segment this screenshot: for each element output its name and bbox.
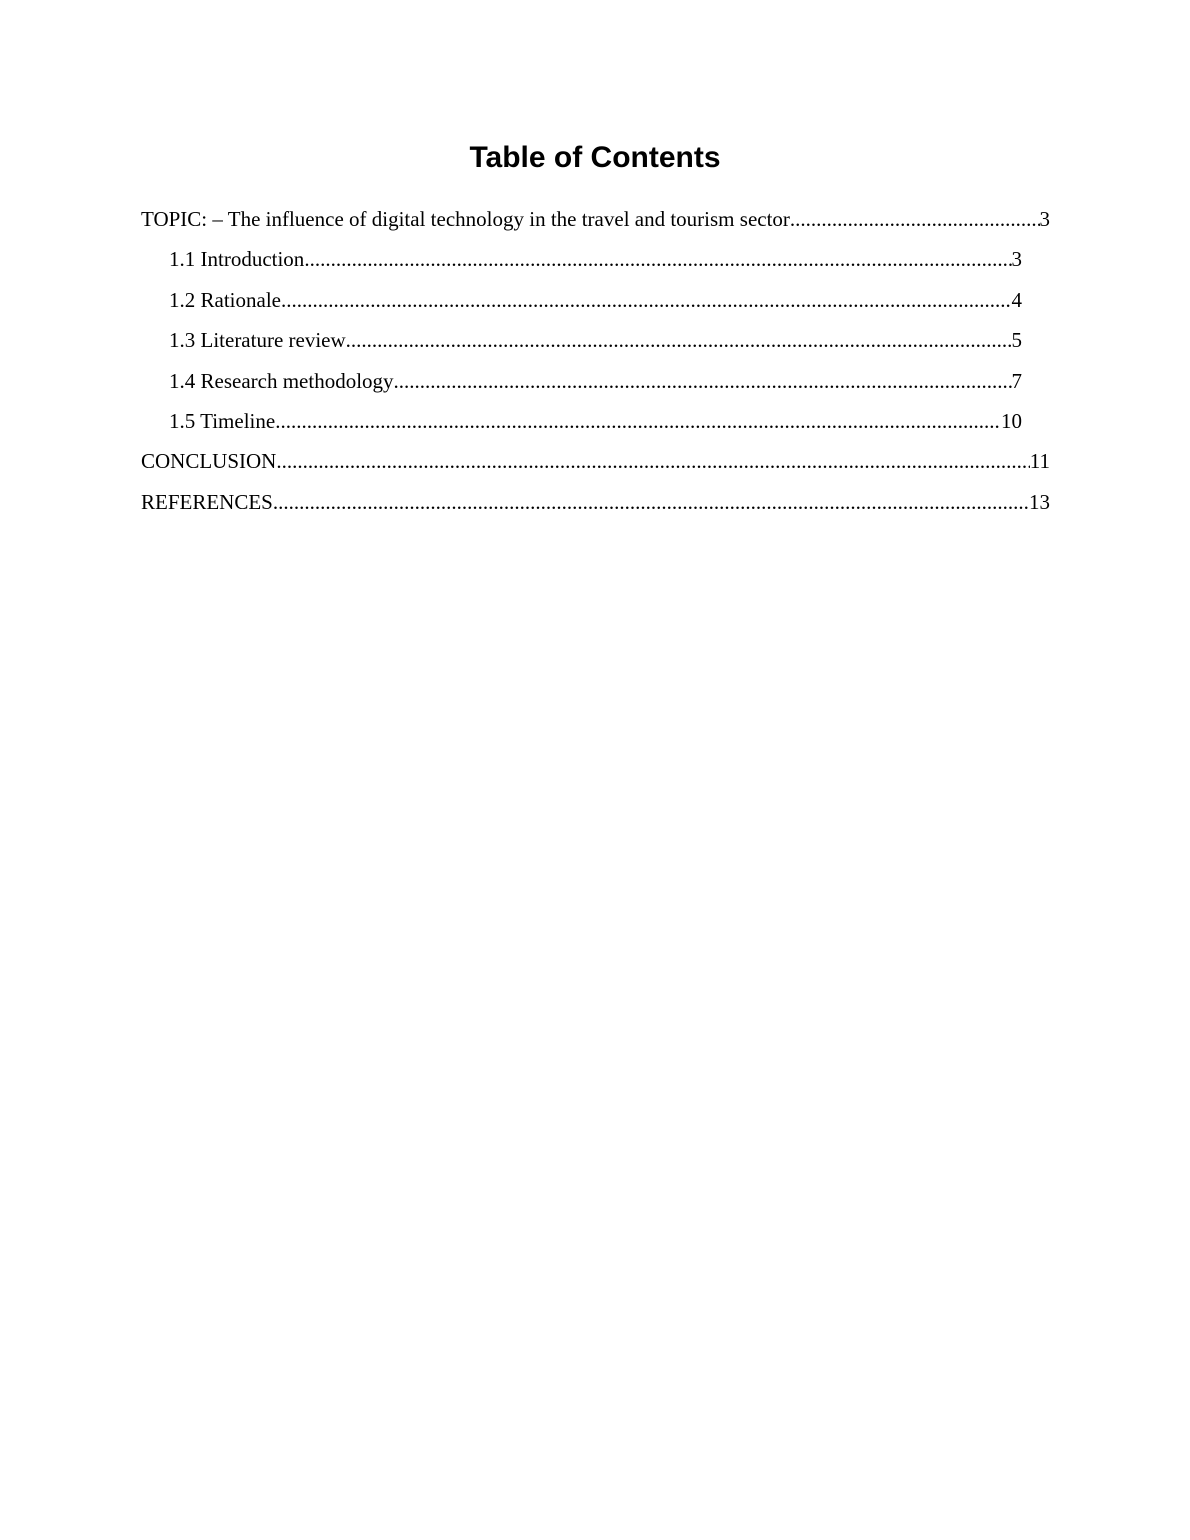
toc-page-number: 11 xyxy=(1029,449,1050,473)
toc-page-number: 3 xyxy=(1039,207,1050,231)
toc-page-number: 4 xyxy=(1011,288,1022,312)
toc-title: Table of Contents xyxy=(469,141,721,174)
toc-entry-text: 1.3 Literature review xyxy=(169,328,346,352)
toc-entry-introduction[interactable] xyxy=(169,246,1022,272)
toc-entry-conclusion[interactable] xyxy=(141,448,1050,474)
toc-page-number: 7 xyxy=(1011,369,1022,393)
toc-entry-text: TOPIC: – The influence of digital technology in the travel and tourism sector xyxy=(141,207,790,231)
toc-page-number: 10 xyxy=(1001,409,1022,433)
toc-entry-text: 1.5 Timeline xyxy=(169,409,276,433)
toc-entry-rationale[interactable] xyxy=(169,287,1022,313)
toc-dot-leader xyxy=(276,448,1029,474)
toc-dot-leader xyxy=(281,287,1012,313)
toc-page-number: 5 xyxy=(1011,328,1022,352)
toc-dot-leader xyxy=(790,206,1040,232)
toc-entry-text: CONCLUSION xyxy=(141,449,277,473)
toc-dot-leader xyxy=(275,408,1001,434)
toc-dot-leader xyxy=(304,246,1011,272)
toc-entry-timeline[interactable] xyxy=(169,408,1022,434)
toc-page-number: 3 xyxy=(1011,247,1022,271)
toc-dot-leader xyxy=(346,327,1012,353)
toc-entry-text: 1.4 Research methodology xyxy=(169,369,394,393)
toc-entry-research-methodology[interactable] xyxy=(169,368,1022,394)
toc-dot-leader xyxy=(394,368,1012,394)
toc-entry-text: 1.2 Rationale xyxy=(169,288,281,312)
toc-dot-leader xyxy=(273,489,1029,515)
toc-page-number: 13 xyxy=(1029,490,1050,514)
toc-entry-text: 1.1 Introduction xyxy=(169,247,305,271)
toc-entry-topic[interactable] xyxy=(141,206,1050,232)
toc-entry-references[interactable] xyxy=(141,489,1050,515)
toc-entry-text: REFERENCES xyxy=(141,490,273,514)
toc-entry-literature-review[interactable] xyxy=(169,327,1022,353)
